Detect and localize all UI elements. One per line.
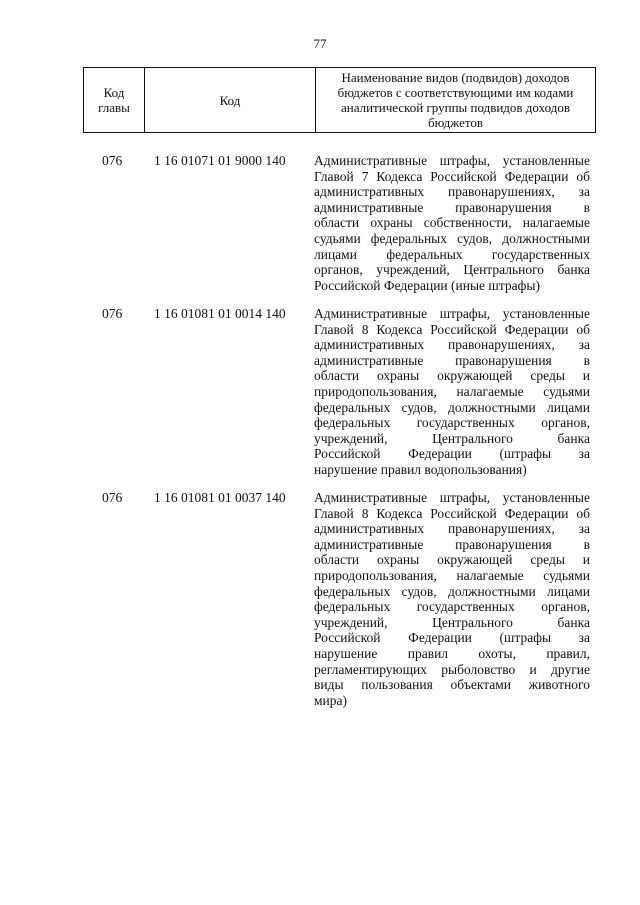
description-line: нарушение правил водопользования) — [314, 461, 527, 477]
table-header — [83, 67, 596, 133]
description-line: лицами федеральных государственных — [314, 246, 590, 262]
description-line: Главой 7 Кодекса Российской Федерации об — [314, 168, 590, 184]
description-line: Главой 8 Кодекса Российской Федерации об — [314, 321, 590, 337]
income-code: 1 16 01081 01 0014 140 — [154, 306, 286, 321]
description-line: природопользования, налагаемые судьями — [314, 567, 590, 583]
chapter-code: 076 — [102, 490, 123, 505]
description-line: административные правонарушения в — [314, 536, 590, 552]
description-line: судьями федеральных судов, должностными — [314, 230, 590, 246]
description-line: Главой 8 Кодекса Российской Федерации об — [314, 505, 590, 521]
header-row — [84, 68, 596, 133]
header-name-line-4: бюджетов — [427, 115, 483, 130]
description-line: Административные штрафы, установленные — [314, 490, 590, 505]
income-code: 1 16 01081 01 0037 140 — [154, 490, 286, 505]
description-line: федеральных судов, должностными лицами — [314, 399, 590, 415]
description-line: федеральных государственных органов, — [314, 415, 590, 431]
description-line: учреждений, Центрального банка — [314, 614, 590, 630]
description-line: Российской Федерации (штрафы за — [314, 446, 590, 462]
description-line: учреждений, Центрального банка — [314, 430, 590, 446]
page-number: 77 — [313, 36, 327, 51]
description-line: федеральных судов, должностными лицами — [314, 583, 590, 599]
description-line: федеральных государственных органов, — [314, 599, 590, 615]
description-line: Российской Федерации (штрафы за — [314, 630, 590, 646]
description-line: Административные штрафы, установленные — [314, 153, 590, 168]
income-description — [314, 153, 590, 293]
description-line: регламентирующих рыболовство и другие — [314, 661, 590, 677]
income-code: 1 16 01071 01 9000 140 — [154, 153, 286, 168]
description-line: административные правонарушения в — [314, 199, 590, 215]
description-line: мира) — [314, 692, 348, 708]
description-line: виды пользования объектами животного — [314, 677, 590, 693]
income-description — [314, 490, 590, 708]
description-line: Административные штрафы, установленные — [314, 306, 590, 321]
description-line: области охраны собственности, налагаемые — [314, 215, 590, 231]
description-line: органов, учреждений, Центрального банка — [314, 262, 590, 278]
description-line: природопользования, налагаемые судьями — [314, 383, 590, 399]
description-line: области охраны окружающей среды и — [314, 368, 590, 384]
description-line: нарушение правил охоты, правил, — [314, 645, 590, 661]
header-chapter-code — [84, 68, 145, 133]
description-line: области охраны окружающей среды и — [314, 552, 590, 568]
description-line: административных правонарушениях, за — [314, 521, 590, 537]
description-line: административных правонарушениях, за — [314, 337, 590, 353]
header-code: Код — [145, 68, 316, 133]
description-line: Российской Федерации (иные штрафы) — [314, 277, 540, 293]
income-description — [314, 306, 590, 478]
header-name-line-3: аналитической группы подвидов доходов — [341, 100, 570, 115]
header-name — [316, 68, 596, 133]
description-line: административных правонарушениях, за — [314, 184, 590, 200]
header-name-line-2: бюджетов с соответствующими им кодами — [337, 85, 574, 100]
header-name-line-1: Наименование видов (подвидов) доходов — [341, 70, 570, 85]
description-line: административные правонарушения в — [314, 352, 590, 368]
chapter-code: 076 — [102, 153, 123, 168]
header-chapter-line-2: главы — [98, 100, 130, 115]
header-chapter-line-1: Код — [103, 85, 125, 100]
chapter-code: 076 — [102, 306, 123, 321]
